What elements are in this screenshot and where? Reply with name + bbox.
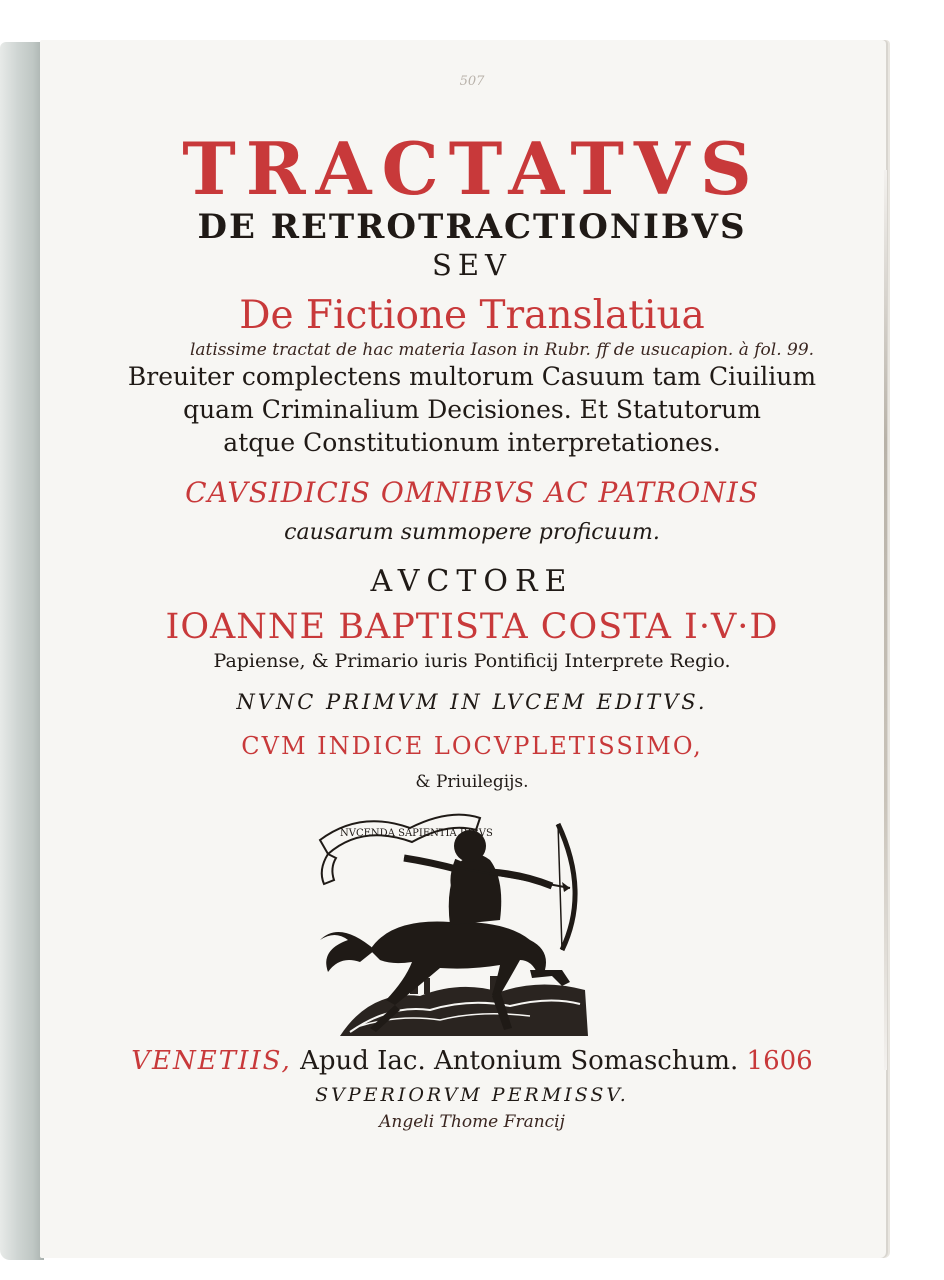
imprint-printer: Apud Iac. Antonium Somaschum. xyxy=(300,1046,739,1076)
author-detail: Papiense, & Primario iuris Pontificij Interprete Regio. xyxy=(213,650,731,672)
author-name: IOANNE BAPTISTA COSTA I·V·D xyxy=(165,607,779,647)
manuscript-annotation: latissime tractat de hac materia Iason in Rubr. ff de usucapion. à fol. 99. xyxy=(189,340,815,360)
cum-indice: CVM INDICE LOCVPLETISSIMO, xyxy=(241,732,703,760)
dedication-causarum: causarum summopere proficuum. xyxy=(284,520,660,545)
nunc-primum: NVNC PRIMVM IN LVCEM EDITVS. xyxy=(236,690,708,714)
auctore-label: AVCTORE xyxy=(370,564,574,599)
book-title: TRACTATVS xyxy=(182,126,762,211)
description-line-1: Breuiter complectens multorum Casuum tam Ciuilium xyxy=(127,362,817,391)
priuilegijs: & Priuilegijs. xyxy=(415,772,529,792)
subtitle-fictione: De Fictione Translatiua xyxy=(239,293,705,338)
folio-number: 507 xyxy=(459,74,485,89)
device-motto: NVCENDA SAPIENTIA RIBVS xyxy=(340,828,493,839)
description-line-2: quam Criminalium Decisiones. Et Statutorum xyxy=(183,395,761,424)
imprint-line xyxy=(0,1046,944,1076)
centaur-archer-woodcut-icon xyxy=(300,800,596,1046)
owner-inscription: Angeli Thome Francij xyxy=(379,1112,565,1132)
subtitle-seu: SEV xyxy=(432,248,512,282)
imprint-year: 1606 xyxy=(746,1046,813,1076)
imprint-city: VENETIIS, xyxy=(131,1046,292,1076)
description-line-3: atque Constitutionum interpretationes. xyxy=(223,428,721,457)
subtitle-retrotractionibus: DE RETROTRACTIONIBVS xyxy=(197,207,747,247)
superiorum-permissu: SVPERIORVM PERMISSV. xyxy=(315,1084,629,1106)
dedication-causidicis: CAVSIDICIS OMNIBVS AC PATRONIS xyxy=(185,476,759,509)
